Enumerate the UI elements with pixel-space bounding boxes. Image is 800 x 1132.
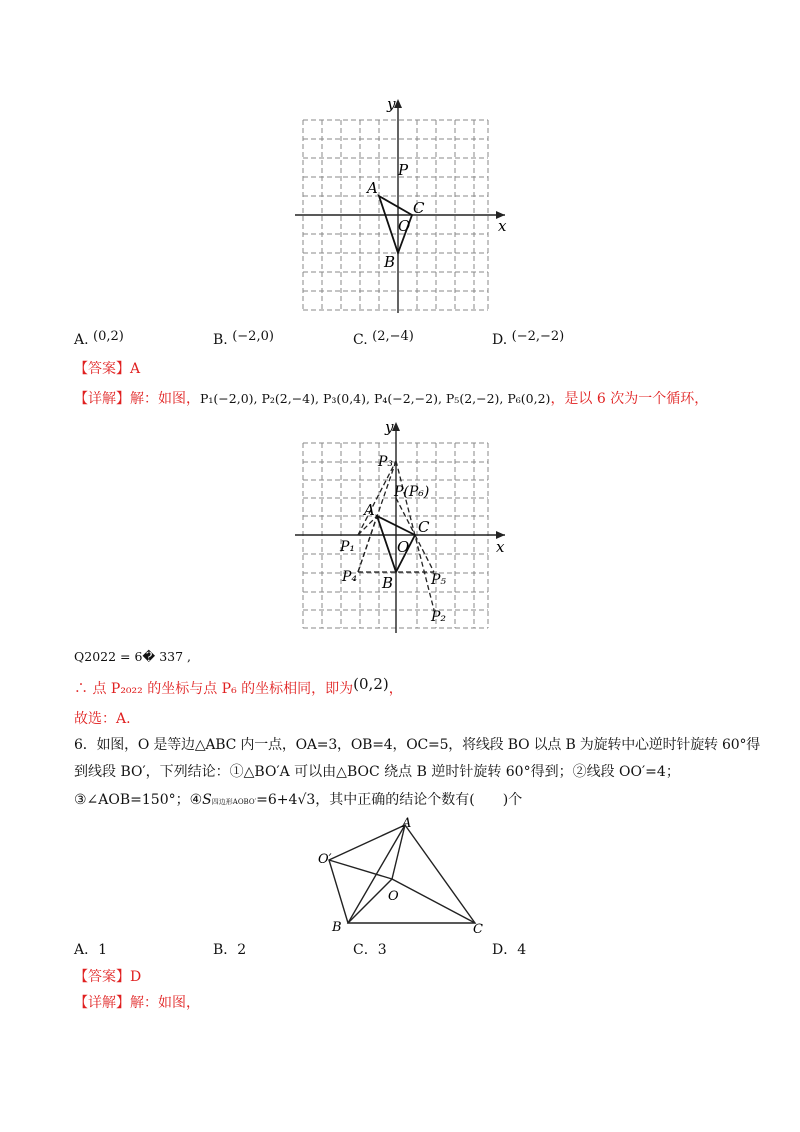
option-letter: A. bbox=[74, 332, 89, 348]
vertex-O-prime-label: O′ bbox=[318, 852, 332, 867]
q6-text-3a: ③∠AOB=150°；④ bbox=[74, 792, 203, 808]
q5-option-b[interactable] bbox=[213, 330, 274, 351]
option-value: (0,2) bbox=[93, 329, 124, 344]
figure-1-coordinate-grid bbox=[290, 95, 520, 315]
option-letter: D． bbox=[492, 942, 518, 958]
vertex-B-label: B bbox=[332, 920, 342, 935]
q6-detail bbox=[74, 993, 200, 1013]
division-text: Q2022 = 6� 337 , bbox=[74, 649, 192, 664]
detail-tag: 【详解】 bbox=[74, 391, 130, 407]
q5-division bbox=[74, 647, 191, 667]
option-value: (2,−4) bbox=[372, 329, 414, 344]
answer-value: A bbox=[130, 361, 141, 377]
conclusion-value: (0,2) bbox=[353, 675, 389, 693]
q6-text-3c: ，其中正确的结论个数有( )个 bbox=[315, 792, 523, 808]
detail-text: 解：如图， bbox=[130, 995, 200, 1011]
option-letter: B. bbox=[213, 332, 228, 348]
q6-text-3b: =6+4 bbox=[256, 792, 298, 808]
point-C-label: C bbox=[413, 199, 425, 217]
option-letter: D. bbox=[492, 332, 508, 348]
point-O-label: O bbox=[388, 889, 399, 904]
option-value: 2 bbox=[237, 942, 247, 958]
conclusion-suffix: ， bbox=[388, 681, 403, 697]
x-axis-label: x bbox=[498, 217, 507, 235]
option-value: (−2,0) bbox=[232, 329, 274, 344]
q6-option-d[interactable] bbox=[492, 940, 526, 960]
q5-choose bbox=[74, 709, 131, 729]
option-letter: A． bbox=[74, 942, 99, 958]
answer-tag: 【答案】 bbox=[74, 361, 130, 377]
option-letter: B． bbox=[213, 942, 238, 958]
point-P5-label: P₅ bbox=[431, 572, 447, 588]
q5-detail bbox=[74, 389, 708, 409]
choose-text: 故选：A. bbox=[74, 711, 131, 727]
point-P6-label: P(P₆) bbox=[394, 484, 430, 500]
q6-line-1 bbox=[74, 735, 760, 755]
q6-line-2 bbox=[74, 762, 680, 782]
area-subscript: 四边形AOBO′ bbox=[211, 798, 257, 806]
point-B-label: B bbox=[384, 253, 396, 271]
option-value: (−2,−2) bbox=[511, 329, 565, 344]
sqrt-three: √3 bbox=[297, 792, 316, 808]
point-O-label: O bbox=[397, 538, 410, 556]
option-value: 1 bbox=[98, 942, 108, 958]
q6-option-c[interactable] bbox=[353, 940, 387, 960]
q5-conclusion bbox=[74, 675, 403, 699]
q5-option-a[interactable] bbox=[74, 330, 124, 351]
point-P1-label: P₁ bbox=[340, 539, 356, 555]
point-A-label: A bbox=[367, 179, 378, 197]
q5-option-d[interactable] bbox=[492, 330, 564, 351]
point-P2-label: P₂ bbox=[431, 609, 447, 625]
point-P3-label: P₃ bbox=[378, 454, 394, 470]
q6-option-a[interactable] bbox=[74, 940, 107, 960]
figure-2-rotation-points bbox=[290, 418, 520, 638]
detail-tag: 【详解】 bbox=[74, 995, 130, 1011]
y-axis-label: y bbox=[385, 418, 394, 436]
vertex-A-label: A bbox=[402, 816, 412, 831]
detail-suffix: ，是以 6 次为一个循环， bbox=[550, 391, 709, 407]
option-letter: C． bbox=[353, 942, 378, 958]
q6-text-2: 到线段 BO′，下列结论：①△BO′A 可以由△BOC 绕点 B 逆时针旋转 60°得到；②线段 OO′=4； bbox=[74, 764, 680, 780]
point-O-label: O bbox=[398, 217, 411, 235]
answer-tag: 【答案】 bbox=[74, 969, 130, 985]
point-P4-label: P₄ bbox=[342, 569, 358, 585]
detail-prefix: 解：如图， bbox=[130, 391, 200, 407]
y-axis-label: y bbox=[387, 95, 396, 113]
area-symbol: S bbox=[202, 792, 212, 808]
point-B-label: B bbox=[382, 574, 394, 592]
point-P-label: P bbox=[398, 161, 409, 179]
option-letter: C. bbox=[353, 332, 368, 348]
q5-answer bbox=[74, 359, 140, 379]
point-A-label: A bbox=[364, 501, 375, 519]
q6-line-3 bbox=[74, 790, 522, 812]
q6-text-1: 6．如图，O 是等边△ABC 内一点，OA=3，OB=4，OC=5，将线段 BO 以点 B 为旋转中心逆时针旋转 60°得 bbox=[74, 737, 761, 753]
conclusion-prefix: ∴ 点 P₂₀₂₂ 的坐标与点 P₆ 的坐标相同，即为 bbox=[74, 681, 354, 697]
answer-value: D bbox=[130, 969, 142, 985]
point-C-label: C bbox=[418, 518, 430, 536]
points-list: P₁(−2,0), P₂(2,−4), P₃(0,4), P₄(−2,−2), P₅(2,−2), P₆(0,2) bbox=[200, 391, 551, 406]
q5-option-c[interactable] bbox=[353, 330, 414, 351]
x-axis-label: x bbox=[496, 538, 505, 556]
option-value: 4 bbox=[517, 942, 527, 958]
q6-option-b[interactable] bbox=[213, 940, 246, 960]
figure-3-equilateral-triangle bbox=[310, 815, 500, 935]
vertex-C-label: C bbox=[473, 922, 483, 935]
option-value: 3 bbox=[377, 942, 387, 958]
q6-answer bbox=[74, 967, 141, 987]
